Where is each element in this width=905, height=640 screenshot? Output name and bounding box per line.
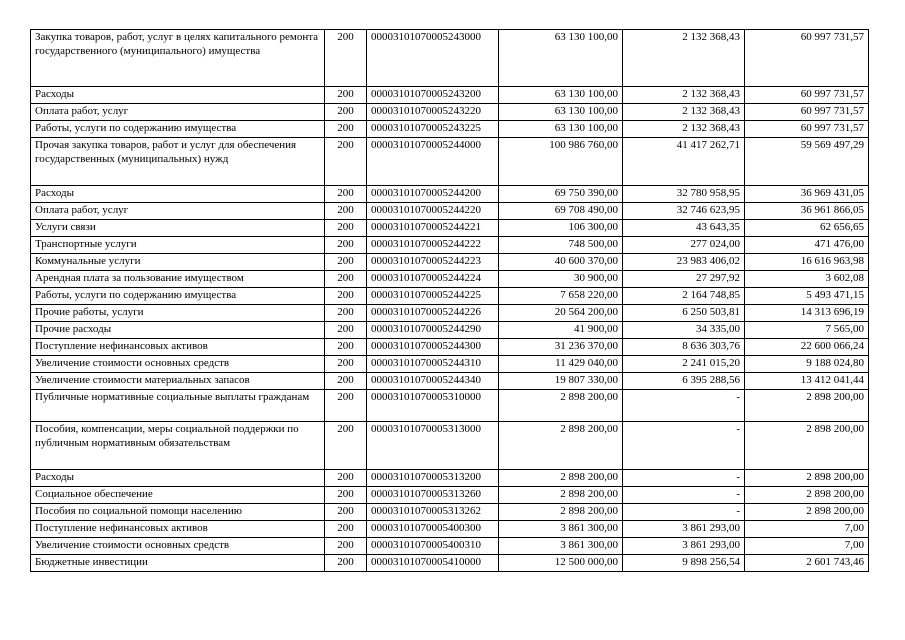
- row-kbk-cell: 00003101070005244220: [367, 203, 499, 220]
- row-executed-cell: 27 297,92: [623, 271, 745, 288]
- row-name-cell: Увеличение стоимости основных средств: [31, 538, 325, 555]
- row-executed-cell: 2 132 368,43: [623, 104, 745, 121]
- row-kbk-cell: 00003101070005410000: [367, 555, 499, 572]
- row-approved-cell: 30 900,00: [499, 271, 623, 288]
- row-name-cell: Коммунальные услуги: [31, 254, 325, 271]
- row-approved-cell: 63 130 100,00: [499, 104, 623, 121]
- row-approved-cell: 69 750 390,00: [499, 186, 623, 203]
- table-row: [31, 30, 869, 87]
- row-executed-cell: 43 643,35: [623, 220, 745, 237]
- row-remaining-cell: 5 493 471,15: [745, 288, 869, 305]
- row-approved-cell: 2 898 200,00: [499, 390, 623, 422]
- row-name-cell: Прочие расходы: [31, 322, 325, 339]
- row-approved-cell: 41 900,00: [499, 322, 623, 339]
- row-code-cell: 200: [325, 254, 367, 271]
- row-code-cell: 200: [325, 271, 367, 288]
- row-kbk-cell: 00003101070005244222: [367, 237, 499, 254]
- row-approved-cell: 3 861 300,00: [499, 538, 623, 555]
- row-kbk-cell: 00003101070005313262: [367, 504, 499, 521]
- table-row: [31, 339, 869, 356]
- row-executed-cell: 6 395 288,56: [623, 373, 745, 390]
- table-row: [31, 220, 869, 237]
- row-executed-cell: 2 241 015,20: [623, 356, 745, 373]
- row-remaining-cell: 2 898 200,00: [745, 470, 869, 487]
- row-remaining-cell: 60 997 731,57: [745, 104, 869, 121]
- row-name-cell: Оплата работ, услуг: [31, 104, 325, 121]
- row-approved-cell: 2 898 200,00: [499, 422, 623, 470]
- row-kbk-cell: 00003101070005243000: [367, 30, 499, 87]
- row-remaining-cell: 60 997 731,57: [745, 87, 869, 104]
- row-code-cell: 200: [325, 305, 367, 322]
- row-executed-cell: -: [623, 504, 745, 521]
- row-approved-cell: 748 500,00: [499, 237, 623, 254]
- row-kbk-cell: 00003101070005244310: [367, 356, 499, 373]
- table-row: [31, 237, 869, 254]
- table-row: [31, 186, 869, 203]
- row-kbk-cell: 00003101070005313260: [367, 487, 499, 504]
- row-code-cell: 200: [325, 220, 367, 237]
- row-remaining-cell: 36 969 431,05: [745, 186, 869, 203]
- table-row: [31, 271, 869, 288]
- row-remaining-cell: 60 997 731,57: [745, 30, 869, 87]
- row-remaining-cell: 7,00: [745, 538, 869, 555]
- row-executed-cell: 41 417 262,71: [623, 138, 745, 186]
- row-code-cell: 200: [325, 30, 367, 87]
- row-name-cell: Увеличение стоимости основных средств: [31, 356, 325, 373]
- table-row: [31, 322, 869, 339]
- row-remaining-cell: 7 565,00: [745, 322, 869, 339]
- row-code-cell: 200: [325, 521, 367, 538]
- row-approved-cell: 100 986 760,00: [499, 138, 623, 186]
- row-approved-cell: 2 898 200,00: [499, 470, 623, 487]
- row-kbk-cell: 00003101070005243200: [367, 87, 499, 104]
- row-approved-cell: 2 898 200,00: [499, 487, 623, 504]
- row-executed-cell: 32 780 958,95: [623, 186, 745, 203]
- table-row: [31, 470, 869, 487]
- row-approved-cell: 106 300,00: [499, 220, 623, 237]
- row-name-cell: Работы, услуги по содержанию имущества: [31, 288, 325, 305]
- row-approved-cell: 63 130 100,00: [499, 121, 623, 138]
- row-kbk-cell: 00003101070005400310: [367, 538, 499, 555]
- row-executed-cell: -: [623, 390, 745, 422]
- table-row: [31, 373, 869, 390]
- row-remaining-cell: 2 898 200,00: [745, 504, 869, 521]
- budget-execution-table: [30, 29, 869, 572]
- row-remaining-cell: 2 898 200,00: [745, 390, 869, 422]
- row-executed-cell: 9 898 256,54: [623, 555, 745, 572]
- row-approved-cell: 7 658 220,00: [499, 288, 623, 305]
- row-executed-cell: 277 024,00: [623, 237, 745, 254]
- row-code-cell: 200: [325, 104, 367, 121]
- row-approved-cell: 3 861 300,00: [499, 521, 623, 538]
- table-row: [31, 254, 869, 271]
- row-name-cell: Социальное обеспечение: [31, 487, 325, 504]
- row-kbk-cell: 00003101070005244225: [367, 288, 499, 305]
- row-kbk-cell: 00003101070005244224: [367, 271, 499, 288]
- row-name-cell: Закупка товаров, работ, услуг в целях капитального ремонта государственного (муниципального) имущества: [31, 30, 325, 87]
- row-code-cell: 200: [325, 339, 367, 356]
- row-kbk-cell: 00003101070005243225: [367, 121, 499, 138]
- row-kbk-cell: 00003101070005244200: [367, 186, 499, 203]
- table-row: [31, 487, 869, 504]
- row-approved-cell: 2 898 200,00: [499, 504, 623, 521]
- row-remaining-cell: 471 476,00: [745, 237, 869, 254]
- row-name-cell: Оплата работ, услуг: [31, 203, 325, 220]
- row-kbk-cell: 00003101070005243220: [367, 104, 499, 121]
- row-remaining-cell: 60 997 731,57: [745, 121, 869, 138]
- row-remaining-cell: 7,00: [745, 521, 869, 538]
- row-code-cell: 200: [325, 121, 367, 138]
- row-kbk-cell: 00003101070005310000: [367, 390, 499, 422]
- row-executed-cell: -: [623, 470, 745, 487]
- row-name-cell: Прочие работы, услуги: [31, 305, 325, 322]
- row-name-cell: Работы, услуги по содержанию имущества: [31, 121, 325, 138]
- row-approved-cell: 63 130 100,00: [499, 30, 623, 87]
- row-approved-cell: 40 600 370,00: [499, 254, 623, 271]
- row-name-cell: Поступление нефинансовых активов: [31, 339, 325, 356]
- table-row: [31, 138, 869, 186]
- row-kbk-cell: 00003101070005244221: [367, 220, 499, 237]
- row-executed-cell: 2 164 748,85: [623, 288, 745, 305]
- row-executed-cell: -: [623, 422, 745, 470]
- table-row: [31, 305, 869, 322]
- row-name-cell: Поступление нефинансовых активов: [31, 521, 325, 538]
- row-code-cell: 200: [325, 390, 367, 422]
- row-code-cell: 200: [325, 373, 367, 390]
- row-executed-cell: 23 983 406,02: [623, 254, 745, 271]
- row-executed-cell: 2 132 368,43: [623, 87, 745, 104]
- row-remaining-cell: 2 898 200,00: [745, 487, 869, 504]
- row-remaining-cell: 36 961 866,05: [745, 203, 869, 220]
- table-row: [31, 121, 869, 138]
- row-remaining-cell: 59 569 497,29: [745, 138, 869, 186]
- row-name-cell: Прочая закупка товаров, работ и услуг для обеспечения государственных (муниципальных) нужд: [31, 138, 325, 186]
- row-executed-cell: 3 861 293,00: [623, 521, 745, 538]
- row-executed-cell: 8 636 303,76: [623, 339, 745, 356]
- row-kbk-cell: 00003101070005244000: [367, 138, 499, 186]
- row-name-cell: Публичные нормативные социальные выплаты гражданам: [31, 390, 325, 422]
- row-approved-cell: 19 807 330,00: [499, 373, 623, 390]
- table-row: [31, 104, 869, 121]
- row-code-cell: 200: [325, 470, 367, 487]
- table-body: [31, 30, 869, 572]
- row-executed-cell: 3 861 293,00: [623, 538, 745, 555]
- row-code-cell: 200: [325, 237, 367, 254]
- row-remaining-cell: 13 412 041,44: [745, 373, 869, 390]
- row-executed-cell: 6 250 503,81: [623, 305, 745, 322]
- row-approved-cell: 11 429 040,00: [499, 356, 623, 373]
- row-remaining-cell: 2 898 200,00: [745, 422, 869, 470]
- row-code-cell: 200: [325, 87, 367, 104]
- row-executed-cell: 34 335,00: [623, 322, 745, 339]
- table-row: [31, 504, 869, 521]
- row-approved-cell: 69 708 490,00: [499, 203, 623, 220]
- row-executed-cell: -: [623, 487, 745, 504]
- row-remaining-cell: 22 600 066,24: [745, 339, 869, 356]
- row-name-cell: Расходы: [31, 470, 325, 487]
- row-kbk-cell: 00003101070005400300: [367, 521, 499, 538]
- row-approved-cell: 63 130 100,00: [499, 87, 623, 104]
- row-name-cell: Увеличение стоимости материальных запасов: [31, 373, 325, 390]
- row-name-cell: Транспортные услуги: [31, 237, 325, 254]
- row-name-cell: Арендная плата за пользование имуществом: [31, 271, 325, 288]
- row-code-cell: 200: [325, 203, 367, 220]
- row-name-cell: Пособия по социальной помощи населению: [31, 504, 325, 521]
- row-kbk-cell: 00003101070005244226: [367, 305, 499, 322]
- row-code-cell: 200: [325, 138, 367, 186]
- row-code-cell: 200: [325, 356, 367, 373]
- row-remaining-cell: 2 601 743,46: [745, 555, 869, 572]
- table-row: [31, 87, 869, 104]
- table-row: [31, 555, 869, 572]
- row-remaining-cell: 14 313 696,19: [745, 305, 869, 322]
- table-row: [31, 390, 869, 422]
- row-kbk-cell: 00003101070005313000: [367, 422, 499, 470]
- row-name-cell: Расходы: [31, 87, 325, 104]
- row-code-cell: 200: [325, 487, 367, 504]
- row-name-cell: Бюджетные инвестиции: [31, 555, 325, 572]
- row-code-cell: 200: [325, 504, 367, 521]
- row-name-cell: Расходы: [31, 186, 325, 203]
- row-approved-cell: 12 500 000,00: [499, 555, 623, 572]
- table-row: [31, 538, 869, 555]
- row-kbk-cell: 00003101070005244290: [367, 322, 499, 339]
- table-row: [31, 356, 869, 373]
- row-name-cell: Услуги связи: [31, 220, 325, 237]
- row-kbk-cell: 00003101070005313200: [367, 470, 499, 487]
- row-kbk-cell: 00003101070005244223: [367, 254, 499, 271]
- row-approved-cell: 20 564 200,00: [499, 305, 623, 322]
- row-executed-cell: 2 132 368,43: [623, 121, 745, 138]
- row-remaining-cell: 9 188 024,80: [745, 356, 869, 373]
- row-remaining-cell: 3 602,08: [745, 271, 869, 288]
- table-row: [31, 203, 869, 220]
- row-code-cell: 200: [325, 186, 367, 203]
- table-row: [31, 288, 869, 305]
- row-code-cell: 200: [325, 422, 367, 470]
- row-code-cell: 200: [325, 538, 367, 555]
- row-code-cell: 200: [325, 555, 367, 572]
- row-kbk-cell: 00003101070005244340: [367, 373, 499, 390]
- row-remaining-cell: 16 616 963,98: [745, 254, 869, 271]
- row-kbk-cell: 00003101070005244300: [367, 339, 499, 356]
- row-approved-cell: 31 236 370,00: [499, 339, 623, 356]
- table-row: [31, 521, 869, 538]
- row-remaining-cell: 62 656,65: [745, 220, 869, 237]
- row-executed-cell: 32 746 623,95: [623, 203, 745, 220]
- row-executed-cell: 2 132 368,43: [623, 30, 745, 87]
- report-page: [30, 29, 869, 572]
- row-code-cell: 200: [325, 322, 367, 339]
- row-name-cell: Пособия, компенсации, меры социальной поддержки по публичным нормативным обязательствам: [31, 422, 325, 470]
- table-row: [31, 422, 869, 470]
- row-code-cell: 200: [325, 288, 367, 305]
